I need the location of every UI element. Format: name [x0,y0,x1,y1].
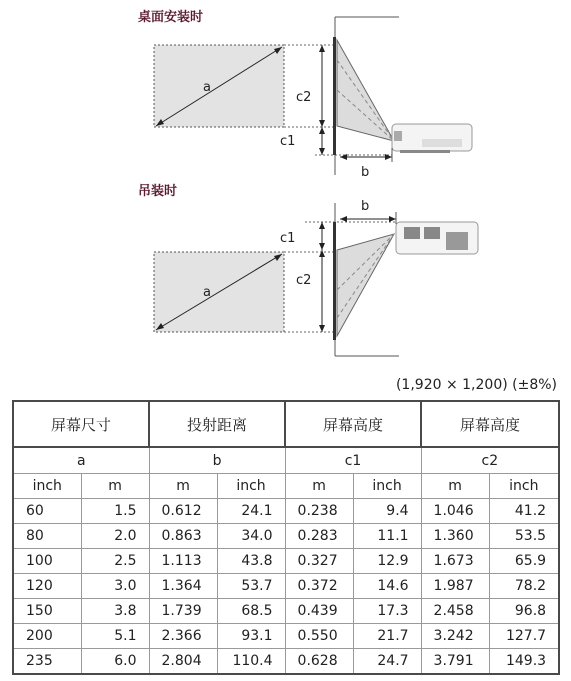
table-cell: 1.987 [421,574,489,599]
table-cell: 11.1 [353,524,421,549]
table-cell: 2.366 [149,624,217,649]
table-cell: 21.7 [353,624,421,649]
table-cell: 2.5 [81,549,149,574]
table-cell: 0.863 [149,524,217,549]
projection-distance-table [12,400,560,675]
table-cell: 2.0 [81,524,149,549]
table-cell: 150 [13,599,81,624]
table-cell: 1.113 [149,549,217,574]
table-cell: 0.439 [285,599,353,624]
table-cell: 100 [13,549,81,574]
table-cell: 149.3 [489,649,559,675]
unit-cell: m [149,474,217,499]
unit-cell: inch [13,474,81,499]
table-row [13,549,559,574]
table-cell: 0.550 [285,624,353,649]
subheader-c2: c2 [421,447,559,474]
ceiling-diagram [154,199,478,356]
ceiling-projector-icon [396,222,478,254]
table-row [13,574,559,599]
unit-cell: m [81,474,149,499]
unit-cell: m [285,474,353,499]
table-cell: 3.242 [421,624,489,649]
table-cell: 0.283 [285,524,353,549]
table-cell: 235 [13,649,81,675]
header-screen-height-c2: 屏幕高度 [421,401,559,447]
table-cell: 41.2 [489,499,559,524]
subheader-a: a [13,447,149,474]
table-cell: 2.458 [421,599,489,624]
table-cell: 24.7 [353,649,421,675]
ceiling-mount-heading: 吊装时 [138,184,178,199]
ceiling-label-c1: c1 [280,231,296,246]
table-cell: 0.612 [149,499,217,524]
table-cell: 120 [13,574,81,599]
table-cell: 1.5 [81,499,149,524]
table-cell: 2.804 [149,649,217,675]
table-cell: 34.0 [217,524,285,549]
subheader-c1: c1 [285,447,421,474]
resolution-note: (1,920 × 1,200) (±8%) [395,377,557,393]
table-cell: 96.8 [489,599,559,624]
table-cell: 0.628 [285,649,353,675]
unit-cell: m [421,474,489,499]
table-cell: 78.2 [489,574,559,599]
ceiling-label-c2: c2 [296,273,312,288]
table-cell: 53.5 [489,524,559,549]
table-cell: 60 [13,499,81,524]
table-row [13,599,559,624]
table-row [13,499,559,524]
table-cell: 17.3 [353,599,421,624]
table-cell: 1.360 [421,524,489,549]
table-cell: 9.4 [353,499,421,524]
desk-mount-heading: 桌面安装时 [138,10,204,25]
table-cell: 24.1 [217,499,285,524]
table-cell: 53.7 [217,574,285,599]
unit-cell: inch [489,474,559,499]
table-cell: 1.364 [149,574,217,599]
table-row [13,524,559,549]
desk-label-c1: c1 [280,134,296,149]
header-screen-size: 屏幕尺寸 [13,401,149,447]
table-cell: 110.4 [217,649,285,675]
ceiling-label-a: a [203,285,211,300]
desk-label-c2: c2 [296,90,312,105]
table-cell: 12.9 [353,549,421,574]
table-cell: 3.791 [421,649,489,675]
ceiling-label-b: b [361,199,370,214]
table-cell: 43.8 [217,549,285,574]
table-cell: 14.6 [353,574,421,599]
desk-label-b: b [361,165,370,180]
table-cell: 93.1 [217,624,285,649]
table-cell: 127.7 [489,624,559,649]
table-cell: 5.1 [81,624,149,649]
table-cell: 3.0 [81,574,149,599]
table-cell: 3.8 [81,599,149,624]
table-cell: 6.0 [81,649,149,675]
table-cell: 0.372 [285,574,353,599]
desk-diagram [154,17,472,180]
subheader-b: b [149,447,285,474]
table-cell: 1.046 [421,499,489,524]
table-cell: 0.327 [285,549,353,574]
table-cell: 80 [13,524,81,549]
table-cell: 0.238 [285,499,353,524]
table-cell: 65.9 [489,549,559,574]
table-cell: 68.5 [217,599,285,624]
table-row [13,649,559,675]
desk-projector-icon [392,124,472,153]
header-projection-distance: 投射距离 [149,401,285,447]
unit-cell: inch [353,474,421,499]
desk-label-a: a [203,80,211,95]
header-screen-height-c1: 屏幕高度 [285,401,421,447]
table-cell: 200 [13,624,81,649]
table-cell: 1.673 [421,549,489,574]
table-row [13,624,559,649]
table-cell: 1.739 [149,599,217,624]
unit-cell: inch [217,474,285,499]
